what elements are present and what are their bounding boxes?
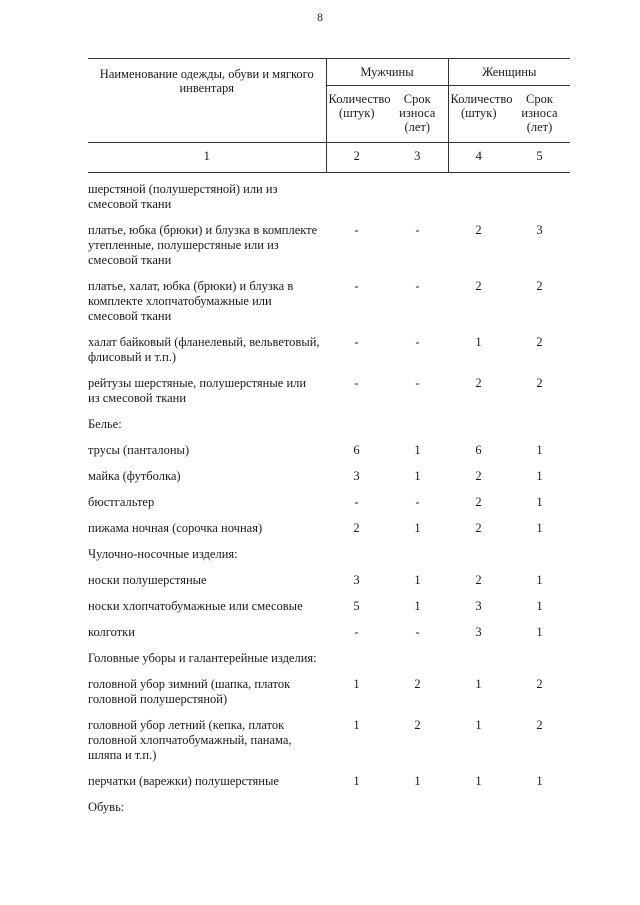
item-name: халат байковый (фланелевый, вельветовый, флисовый и т.п.) xyxy=(88,335,320,364)
men-quantity xyxy=(326,547,387,573)
men-quantity: 3 xyxy=(353,573,360,587)
table-body xyxy=(88,173,570,827)
men-wear-term: 2 xyxy=(414,718,421,732)
header-women-term: Срок износа (лет) xyxy=(509,86,570,143)
men-wear-term xyxy=(387,417,448,443)
men-wear-term: - xyxy=(415,495,420,509)
men-wear-term: 1 xyxy=(414,599,421,613)
section-row xyxy=(88,547,570,573)
item-name: шерстяной (полушерстяной) или из смесовой ткани xyxy=(88,182,278,211)
section-heading: Чулочно-носочные изделия: xyxy=(88,547,238,561)
header-men-term: Срок износа (лет) xyxy=(387,86,448,143)
women-wear-term: 3 xyxy=(536,223,543,237)
men-quantity: 1 xyxy=(353,718,360,732)
women-wear-term: 1 xyxy=(536,495,543,509)
men-quantity: 5 xyxy=(353,599,360,613)
men-quantity: 1 xyxy=(353,677,360,691)
men-wear-term xyxy=(387,547,448,573)
women-wear-term: 1 xyxy=(536,521,543,535)
women-wear-term: 1 xyxy=(536,443,543,457)
section-row xyxy=(88,651,570,677)
women-wear-term: 1 xyxy=(536,469,543,483)
men-wear-term xyxy=(387,800,448,826)
item-name: бюстгальтер xyxy=(88,495,155,509)
men-quantity: - xyxy=(354,495,359,509)
item-name: головной убор зимний (шапка, платок головной полушерстяной) xyxy=(88,677,291,706)
women-quantity: 3 xyxy=(475,625,482,639)
column-number: 5 xyxy=(509,143,570,173)
women-quantity: 2 xyxy=(475,495,482,509)
women-quantity: 3 xyxy=(475,599,482,613)
men-quantity xyxy=(326,173,387,224)
section-heading: Головные уборы и галантерейные изделия: xyxy=(88,651,317,665)
section-row xyxy=(88,417,570,443)
table-row xyxy=(88,173,570,224)
men-wear-term: 1 xyxy=(414,573,421,587)
item-name: перчатки (варежки) полушерстяные xyxy=(88,774,279,788)
women-wear-term: 2 xyxy=(536,718,543,732)
header-item-name: Наименование одежды, обуви и мягкого инвентаря xyxy=(88,59,326,143)
table-row xyxy=(88,335,570,376)
item-name: носки полушерстяные xyxy=(88,573,207,587)
men-wear-term xyxy=(387,173,448,224)
item-name: трусы (панталоны) xyxy=(88,443,190,457)
table-row xyxy=(88,677,570,718)
men-quantity xyxy=(326,800,387,826)
table-row xyxy=(88,469,570,495)
women-quantity xyxy=(448,417,509,443)
women-quantity: 1 xyxy=(475,718,482,732)
men-quantity: - xyxy=(354,279,359,293)
men-wear-term: - xyxy=(415,376,420,390)
women-wear-term: 2 xyxy=(536,335,543,349)
women-wear-term: 1 xyxy=(536,573,543,587)
women-wear-term: 2 xyxy=(536,677,543,691)
header-women: Женщины xyxy=(448,59,570,86)
women-wear-term xyxy=(509,651,570,677)
men-quantity: 2 xyxy=(353,521,360,535)
men-wear-term: - xyxy=(415,279,420,293)
women-wear-term: 1 xyxy=(536,625,543,639)
men-wear-term: 1 xyxy=(414,469,421,483)
men-wear-term: - xyxy=(415,223,420,237)
item-name: платье, халат, юбка (брюки) и блузка в комплекте хлопчатобумажные или смесовой ткани xyxy=(88,279,294,323)
column-number: 4 xyxy=(448,143,509,173)
item-name: рейтузы шерстяные, полушерстяные или из смесовой ткани xyxy=(88,376,307,405)
men-quantity xyxy=(326,417,387,443)
table-row xyxy=(88,279,570,335)
women-quantity: 6 xyxy=(475,443,482,457)
clothing-norms-table xyxy=(88,58,570,826)
women-quantity: 1 xyxy=(475,774,482,788)
women-quantity: 2 xyxy=(475,521,482,535)
women-quantity: 2 xyxy=(475,223,482,237)
women-wear-term: 2 xyxy=(536,279,543,293)
header-men-qty: Количество (штук) xyxy=(326,86,387,143)
women-quantity: 2 xyxy=(475,279,482,293)
men-quantity: - xyxy=(354,223,359,237)
table-row xyxy=(88,521,570,547)
item-name: платье, юбка (брюки) и блузка в комплекте утепленные, полушерстяные или из смесовой ткани xyxy=(88,223,318,267)
men-wear-term: 1 xyxy=(414,774,421,788)
women-wear-term xyxy=(509,417,570,443)
women-wear-term: 2 xyxy=(536,376,543,390)
women-quantity xyxy=(448,651,509,677)
women-quantity xyxy=(448,800,509,826)
men-wear-term: - xyxy=(415,335,420,349)
men-wear-term: 1 xyxy=(414,521,421,535)
column-number: 1 xyxy=(88,143,326,173)
men-quantity xyxy=(326,651,387,677)
women-quantity: 2 xyxy=(475,469,482,483)
men-quantity: - xyxy=(354,625,359,639)
women-wear-term: 1 xyxy=(536,774,543,788)
women-quantity: 1 xyxy=(475,335,482,349)
women-wear-term xyxy=(509,173,570,224)
column-number: 2 xyxy=(326,143,387,173)
table-row xyxy=(88,223,570,279)
women-quantity: 1 xyxy=(475,677,482,691)
men-quantity: 6 xyxy=(353,443,360,457)
table-row xyxy=(88,495,570,521)
table-header xyxy=(88,59,570,173)
table-row xyxy=(88,625,570,651)
item-name: майка (футболка) xyxy=(88,469,181,483)
table-row xyxy=(88,376,570,417)
women-quantity: 2 xyxy=(475,376,482,390)
page-number: 8 xyxy=(317,10,323,24)
item-name: пижама ночная (сорочка ночная) xyxy=(88,521,263,535)
header-men: Мужчины xyxy=(326,59,448,86)
men-wear-term: - xyxy=(415,625,420,639)
table-row xyxy=(88,774,570,800)
women-wear-term: 1 xyxy=(536,599,543,613)
men-wear-term: 1 xyxy=(414,443,421,457)
item-name: головной убор летний (кепка, платок головной хлопчатобумажный, панама, шляпа и т.п.) xyxy=(88,718,292,762)
section-heading: Белье: xyxy=(88,417,122,431)
item-name: носки хлопчатобумажные или смесовые xyxy=(88,599,303,613)
section-heading: Обувь: xyxy=(88,800,125,814)
men-quantity: 1 xyxy=(353,774,360,788)
women-wear-term xyxy=(509,547,570,573)
section-row xyxy=(88,800,570,826)
women-quantity xyxy=(448,173,509,224)
header-women-qty: Количество (штук) xyxy=(448,86,509,143)
table-row xyxy=(88,599,570,625)
men-wear-term: 2 xyxy=(414,677,421,691)
table-row xyxy=(88,443,570,469)
column-number: 3 xyxy=(387,143,448,173)
men-quantity: 3 xyxy=(353,469,360,483)
women-wear-term xyxy=(509,800,570,826)
women-quantity: 2 xyxy=(475,573,482,587)
table-row xyxy=(88,718,570,774)
men-wear-term xyxy=(387,651,448,677)
men-quantity: - xyxy=(354,376,359,390)
table-row xyxy=(88,573,570,599)
item-name: колготки xyxy=(88,625,135,639)
men-quantity: - xyxy=(354,335,359,349)
women-quantity xyxy=(448,547,509,573)
